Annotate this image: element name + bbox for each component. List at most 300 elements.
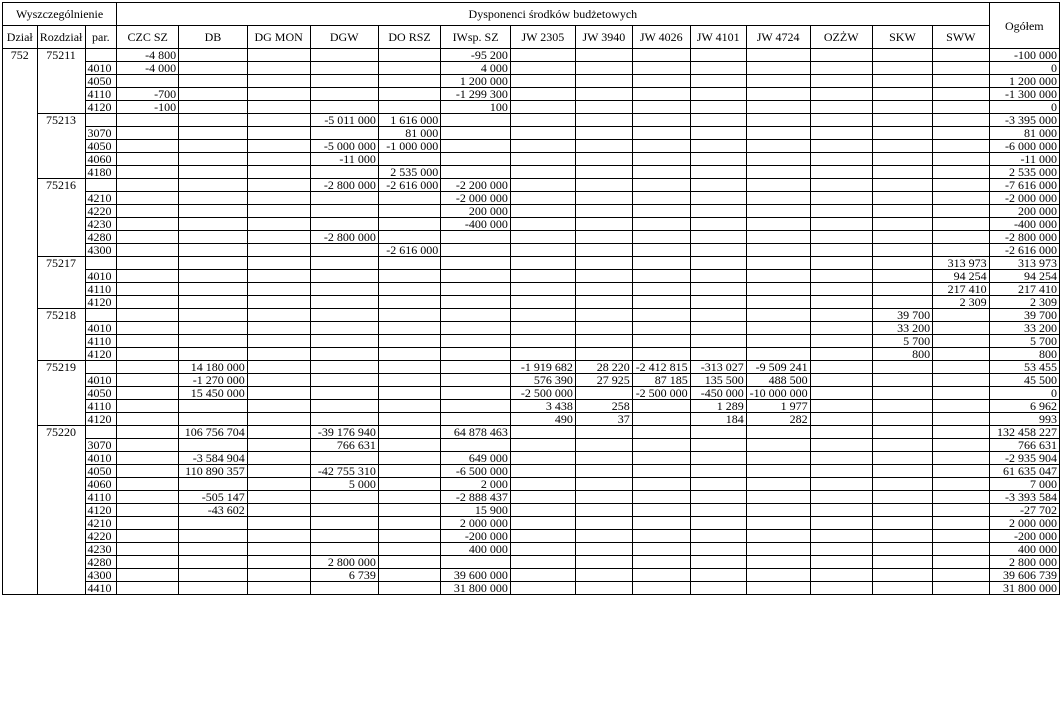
- cell-value: -505 147: [179, 491, 248, 504]
- cell-value: [872, 439, 932, 452]
- cell-total: 1 200 000: [989, 75, 1059, 88]
- cell-value: [179, 543, 248, 556]
- cell-value: [872, 478, 932, 491]
- cell-value: 2 535 000: [378, 166, 440, 179]
- cell-value: [117, 504, 179, 517]
- cell-value: [378, 322, 440, 335]
- cell-paragraf: 4300: [85, 244, 117, 257]
- cell-value: [632, 426, 690, 439]
- cell-total: 81 000: [989, 127, 1059, 140]
- cell-value: -4 000: [117, 62, 179, 75]
- cell-value: [690, 140, 746, 153]
- cell-value: [746, 140, 810, 153]
- table-row: [3, 296, 1060, 309]
- cell-value: [810, 166, 872, 179]
- cell-value: [179, 309, 248, 322]
- cell-value: [690, 231, 746, 244]
- cell-value: 184: [690, 413, 746, 426]
- cell-value: [632, 127, 690, 140]
- cell-value: [179, 75, 248, 88]
- cell-value: [117, 257, 179, 270]
- table-row: [3, 62, 1060, 75]
- cell-value: [247, 283, 310, 296]
- cell-total: -200 000: [989, 530, 1059, 543]
- cell-value: [810, 530, 872, 543]
- cell-value: [690, 257, 746, 270]
- cell-value: [746, 179, 810, 192]
- cell-value: [441, 400, 511, 413]
- cell-value: [378, 582, 440, 595]
- cell-paragraf: [85, 114, 117, 127]
- cell-value: [510, 62, 575, 75]
- cell-value: [117, 491, 179, 504]
- cell-value: [933, 465, 989, 478]
- cell-value: [117, 153, 179, 166]
- cell-value: 2 000 000: [441, 517, 511, 530]
- cell-value: [810, 322, 872, 335]
- cell-value: [117, 309, 179, 322]
- cell-value: [632, 205, 690, 218]
- cell-paragraf: 4060: [85, 478, 117, 491]
- cell-total: 6 962: [989, 400, 1059, 413]
- cell-value: -5 000 000: [310, 140, 378, 153]
- cell-total: -2 616 000: [989, 244, 1059, 257]
- table-row: [3, 465, 1060, 478]
- cell-value: [179, 88, 248, 101]
- cell-value: [247, 465, 310, 478]
- cell-value: [872, 166, 932, 179]
- cell-total: 45 500: [989, 374, 1059, 387]
- cell-value: [575, 465, 632, 478]
- cell-value: [810, 582, 872, 595]
- cell-value: [117, 452, 179, 465]
- cell-total: 2 309: [989, 296, 1059, 309]
- cell-value: [510, 218, 575, 231]
- cell-value: [746, 127, 810, 140]
- cell-value: [690, 296, 746, 309]
- cell-value: [117, 400, 179, 413]
- cell-value: [933, 504, 989, 517]
- cell-value: [117, 218, 179, 231]
- cell-value: [247, 166, 310, 179]
- cell-value: [872, 192, 932, 205]
- cell-paragraf: 4120: [85, 101, 117, 114]
- cell-value: [247, 426, 310, 439]
- cell-value: [632, 504, 690, 517]
- cell-value: 15 450 000: [179, 387, 248, 400]
- cell-value: [690, 127, 746, 140]
- cell-total: 800: [989, 348, 1059, 361]
- cell-value: [378, 153, 440, 166]
- cell-value: [247, 231, 310, 244]
- cell-value: [117, 192, 179, 205]
- cell-value: [810, 491, 872, 504]
- cell-value: [746, 296, 810, 309]
- cell-value: 2 800 000: [310, 556, 378, 569]
- subheader-row: [3, 26, 1060, 49]
- cell-value: [117, 114, 179, 127]
- cell-value: [746, 426, 810, 439]
- cell-value: [933, 244, 989, 257]
- cell-paragraf: 4220: [85, 205, 117, 218]
- cell-value: [378, 478, 440, 491]
- cell-value: [510, 478, 575, 491]
- cell-value: 400 000: [441, 543, 511, 556]
- cell-paragraf: 4110: [85, 491, 117, 504]
- cell-value: [872, 140, 932, 153]
- cell-value: [575, 166, 632, 179]
- cell-total: 94 254: [989, 270, 1059, 283]
- cell-value: [247, 205, 310, 218]
- cell-value: [510, 88, 575, 101]
- cell-paragraf: [85, 257, 117, 270]
- table-row: [3, 530, 1060, 543]
- header-column: JW 4026: [632, 26, 690, 49]
- cell-value: 200 000: [441, 205, 511, 218]
- cell-value: -700: [117, 88, 179, 101]
- header-column: CZC SZ: [117, 26, 179, 49]
- cell-value: [310, 205, 378, 218]
- cell-value: 3 438: [510, 400, 575, 413]
- cell-value: [933, 569, 989, 582]
- cell-value: 37: [575, 413, 632, 426]
- cell-value: [575, 88, 632, 101]
- cell-value: [575, 439, 632, 452]
- cell-value: [632, 153, 690, 166]
- cell-value: [810, 75, 872, 88]
- cell-value: [310, 244, 378, 257]
- cell-value: [933, 218, 989, 231]
- cell-value: 1 289: [690, 400, 746, 413]
- cell-total: 2 000 000: [989, 517, 1059, 530]
- cell-value: 5 700: [872, 335, 932, 348]
- cell-value: [247, 192, 310, 205]
- cell-value: [179, 400, 248, 413]
- cell-value: [179, 257, 248, 270]
- cell-value: [179, 127, 248, 140]
- cell-total: -2 000 000: [989, 192, 1059, 205]
- cell-value: [378, 361, 440, 374]
- cell-paragraf: 4110: [85, 88, 117, 101]
- table-row: [3, 244, 1060, 257]
- cell-value: [247, 439, 310, 452]
- cell-value: [441, 283, 511, 296]
- cell-value: 1 616 000: [378, 114, 440, 127]
- cell-value: [310, 192, 378, 205]
- table-row: [3, 582, 1060, 595]
- cell-value: [117, 439, 179, 452]
- cell-value: 33 200: [872, 322, 932, 335]
- cell-paragraf: [85, 179, 117, 192]
- cell-value: [575, 114, 632, 127]
- cell-value: [247, 374, 310, 387]
- cell-value: [510, 179, 575, 192]
- cell-value: [690, 530, 746, 543]
- cell-value: [378, 426, 440, 439]
- cell-value: -2 616 000: [378, 179, 440, 192]
- cell-value: 15 900: [441, 504, 511, 517]
- cell-value: [310, 582, 378, 595]
- cell-value: [872, 179, 932, 192]
- cell-total: -6 000 000: [989, 140, 1059, 153]
- cell-value: [310, 127, 378, 140]
- cell-value: [746, 218, 810, 231]
- cell-rozdzial: 75213: [37, 114, 85, 179]
- cell-value: [310, 387, 378, 400]
- cell-value: [872, 400, 932, 413]
- cell-value: [378, 257, 440, 270]
- header-dysponenci: Dysponenci środków budżetowych: [117, 3, 989, 26]
- cell-value: [247, 361, 310, 374]
- cell-value: [872, 556, 932, 569]
- cell-value: [510, 244, 575, 257]
- cell-value: [632, 296, 690, 309]
- table-row: [3, 439, 1060, 452]
- cell-value: [510, 114, 575, 127]
- cell-value: [378, 62, 440, 75]
- cell-value: [810, 179, 872, 192]
- table-row: [3, 101, 1060, 114]
- cell-value: [441, 257, 511, 270]
- cell-value: [872, 127, 932, 140]
- cell-value: [179, 140, 248, 153]
- cell-value: [510, 192, 575, 205]
- cell-value: [378, 218, 440, 231]
- cell-value: [632, 491, 690, 504]
- cell-value: [310, 218, 378, 231]
- cell-value: [441, 556, 511, 569]
- cell-value: [746, 452, 810, 465]
- cell-value: [378, 452, 440, 465]
- cell-value: 766 631: [310, 439, 378, 452]
- cell-value: [746, 439, 810, 452]
- cell-value: [441, 114, 511, 127]
- cell-value: [310, 75, 378, 88]
- cell-value: [510, 322, 575, 335]
- cell-value: [117, 75, 179, 88]
- cell-value: [575, 530, 632, 543]
- cell-paragraf: 4230: [85, 543, 117, 556]
- cell-value: [310, 348, 378, 361]
- cell-value: [575, 556, 632, 569]
- cell-value: 576 390: [510, 374, 575, 387]
- cell-value: 488 500: [746, 374, 810, 387]
- table-row: [3, 270, 1060, 283]
- table-row: [3, 309, 1060, 322]
- cell-value: [179, 101, 248, 114]
- cell-value: [933, 400, 989, 413]
- cell-paragraf: [85, 361, 117, 374]
- cell-value: [746, 335, 810, 348]
- cell-rozdzial: 75220: [37, 426, 85, 595]
- table-row: [3, 283, 1060, 296]
- cell-value: [575, 387, 632, 400]
- budget-table: [2, 2, 1060, 595]
- cell-value: [117, 322, 179, 335]
- cell-value: [746, 530, 810, 543]
- cell-value: [575, 127, 632, 140]
- cell-value: 313 973: [933, 257, 989, 270]
- cell-value: [690, 335, 746, 348]
- cell-value: [441, 140, 511, 153]
- cell-value: [575, 101, 632, 114]
- cell-value: [933, 517, 989, 530]
- table-row: [3, 413, 1060, 426]
- cell-value: -1 299 300: [441, 88, 511, 101]
- table-row: [3, 166, 1060, 179]
- cell-paragraf: 4050: [85, 75, 117, 88]
- header-column: JW 2305: [510, 26, 575, 49]
- cell-value: [632, 439, 690, 452]
- cell-value: [810, 387, 872, 400]
- cell-value: [378, 543, 440, 556]
- cell-value: [510, 530, 575, 543]
- cell-paragraf: [85, 49, 117, 62]
- cell-value: [575, 49, 632, 62]
- cell-value: [746, 582, 810, 595]
- cell-value: [117, 166, 179, 179]
- cell-paragraf: 4010: [85, 374, 117, 387]
- header-rozdzial: Rozdział: [37, 26, 85, 49]
- cell-value: [247, 491, 310, 504]
- cell-paragraf: 4410: [85, 582, 117, 595]
- cell-value: [933, 49, 989, 62]
- cell-value: [179, 166, 248, 179]
- cell-value: [310, 309, 378, 322]
- cell-value: [746, 543, 810, 556]
- cell-value: [247, 335, 310, 348]
- cell-value: [746, 166, 810, 179]
- cell-value: [378, 348, 440, 361]
- cell-paragraf: 4110: [85, 283, 117, 296]
- table-row: [3, 335, 1060, 348]
- cell-value: [247, 270, 310, 283]
- cell-value: [632, 62, 690, 75]
- cell-value: [872, 491, 932, 504]
- cell-value: [378, 88, 440, 101]
- cell-value: [441, 127, 511, 140]
- cell-total: -3 393 584: [989, 491, 1059, 504]
- cell-value: [872, 257, 932, 270]
- cell-value: [510, 543, 575, 556]
- cell-paragraf: 4220: [85, 530, 117, 543]
- cell-rozdzial: 75219: [37, 361, 85, 426]
- cell-value: [690, 179, 746, 192]
- cell-value: [746, 88, 810, 101]
- cell-value: [441, 153, 511, 166]
- cell-value: 217 410: [933, 283, 989, 296]
- cell-value: [510, 283, 575, 296]
- cell-value: [441, 244, 511, 257]
- cell-value: [179, 270, 248, 283]
- cell-total: -400 000: [989, 218, 1059, 231]
- cell-value: [690, 309, 746, 322]
- cell-value: [310, 335, 378, 348]
- cell-value: [575, 426, 632, 439]
- table-row: [3, 231, 1060, 244]
- cell-total: 0: [989, 62, 1059, 75]
- cell-value: [872, 283, 932, 296]
- cell-value: [933, 166, 989, 179]
- cell-value: -3 584 904: [179, 452, 248, 465]
- cell-value: [690, 283, 746, 296]
- cell-value: [117, 374, 179, 387]
- cell-total: 132 458 227: [989, 426, 1059, 439]
- cell-value: [933, 387, 989, 400]
- cell-value: -2 412 815: [632, 361, 690, 374]
- cell-paragraf: 4120: [85, 348, 117, 361]
- cell-value: [247, 62, 310, 75]
- cell-value: [441, 439, 511, 452]
- table-row: [3, 88, 1060, 101]
- table-row: [3, 153, 1060, 166]
- cell-value: -2 616 000: [378, 244, 440, 257]
- header-column: JW 4724: [746, 26, 810, 49]
- cell-paragraf: 4010: [85, 452, 117, 465]
- cell-paragraf: 4180: [85, 166, 117, 179]
- cell-value: [575, 504, 632, 517]
- cell-value: [746, 504, 810, 517]
- cell-value: [510, 205, 575, 218]
- cell-paragraf: 4280: [85, 556, 117, 569]
- table-row: [3, 218, 1060, 231]
- cell-value: [810, 218, 872, 231]
- cell-value: [690, 569, 746, 582]
- cell-value: [810, 88, 872, 101]
- cell-value: [872, 49, 932, 62]
- cell-value: [690, 218, 746, 231]
- cell-value: 800: [872, 348, 932, 361]
- cell-value: [575, 218, 632, 231]
- header-column: DG MON: [247, 26, 310, 49]
- cell-value: [575, 322, 632, 335]
- cell-value: [117, 517, 179, 530]
- cell-value: [746, 192, 810, 205]
- header-column: IWsp. SZ: [441, 26, 511, 49]
- cell-value: [746, 491, 810, 504]
- cell-value: [378, 309, 440, 322]
- cell-value: [933, 231, 989, 244]
- cell-value: [247, 101, 310, 114]
- cell-value: [117, 348, 179, 361]
- cell-value: [510, 426, 575, 439]
- cell-value: [378, 491, 440, 504]
- cell-value: [575, 140, 632, 153]
- cell-value: [746, 257, 810, 270]
- cell-value: [690, 62, 746, 75]
- cell-value: [632, 569, 690, 582]
- cell-value: [575, 517, 632, 530]
- cell-value: 14 180 000: [179, 361, 248, 374]
- cell-value: [179, 192, 248, 205]
- cell-value: [575, 153, 632, 166]
- cell-value: [746, 101, 810, 114]
- cell-value: 39 600 000: [441, 569, 511, 582]
- cell-value: [510, 335, 575, 348]
- cell-value: 282: [746, 413, 810, 426]
- cell-value: [441, 231, 511, 244]
- cell-value: [247, 75, 310, 88]
- cell-value: [310, 374, 378, 387]
- budget-table-container: [2, 2, 1060, 595]
- cell-value: [310, 88, 378, 101]
- cell-value: [310, 101, 378, 114]
- cell-value: [247, 387, 310, 400]
- cell-total: 7 000: [989, 478, 1059, 491]
- cell-paragraf: 4110: [85, 400, 117, 413]
- cell-total: 2 535 000: [989, 166, 1059, 179]
- cell-value: [441, 413, 511, 426]
